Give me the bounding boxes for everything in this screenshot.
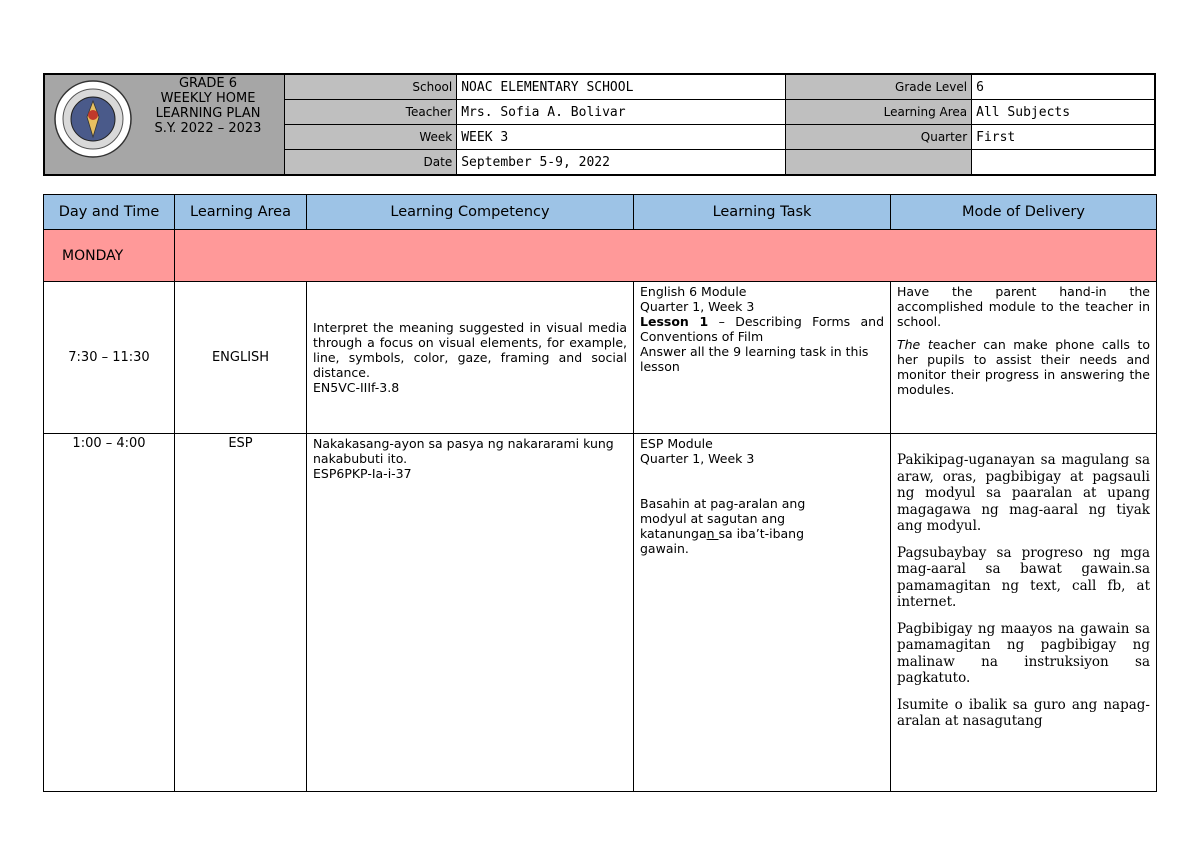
plan-title: GRADE 6 WEEKLY HOME LEARNING PLAN S.Y. 2022 – 2023 xyxy=(154,76,262,136)
day-row-fill xyxy=(175,230,1157,282)
col-header-learning-task: Learning Task xyxy=(634,195,891,230)
day-row xyxy=(44,230,1157,282)
task-instruction-b: sa iba’t-ibang gawain. xyxy=(640,526,805,556)
header-logo-cell xyxy=(44,74,284,175)
table-row xyxy=(44,434,1157,792)
task-lesson-title: Lesson 1 xyxy=(640,314,709,329)
task-instruction xyxy=(640,496,884,556)
col-header-mode-of-delivery: Mode of Delivery xyxy=(891,195,1157,230)
task-instruction-a: Basahin at pag-aralan ang modyul at sagutan ang katanunga xyxy=(640,496,806,541)
table-row xyxy=(44,282,1157,434)
table-header-row xyxy=(44,195,1157,230)
delivery-para-2: Pagsubaybay sa progreso ng mga mag-aaral sa bawat gawain.sa pamamagitan ng text, call fb, at internet. xyxy=(897,544,1150,610)
col-header-learning-competency: Learning Competency xyxy=(307,195,634,230)
row-competency-code: EN5VC-IIIf-3.8 xyxy=(313,380,400,395)
row-competency: Interpret the meaning suggested in visual media through a focus on visual elements, for example, line, symbols, color, gaze, framing and social distance. xyxy=(313,320,627,380)
grade-level-value: 6 xyxy=(972,74,1155,100)
delivery-para-2-rest: eacher can make phone calls to her pupils to assist their needs and monitor their progress in answering the modules. xyxy=(897,337,1151,397)
row-task-cell xyxy=(634,282,891,434)
col-header-day-time: Day and Time xyxy=(44,195,175,230)
row-competency-cell xyxy=(307,282,634,434)
teacher-label: Teacher xyxy=(284,100,456,125)
empty-label-cell xyxy=(785,150,971,176)
deped-seal-icon xyxy=(53,79,133,159)
row-competency-cell xyxy=(307,434,634,792)
delivery-para-3: Pagbibigay ng maayos na gawain sa pamamagitan ng pagbibigay ng malinaw na instruksiyon sa pagkatuto. xyxy=(897,620,1150,686)
quarter-label: Quarter xyxy=(785,125,971,150)
learning-area-value: All Subjects xyxy=(972,100,1155,125)
quarter-value: First xyxy=(972,125,1155,150)
row-task-cell xyxy=(634,434,891,792)
task-module: English 6 Module xyxy=(640,284,747,299)
row-delivery-cell xyxy=(891,434,1157,792)
row-delivery-cell xyxy=(891,282,1157,434)
delivery-para-4: Isumite o ibalik sa guro ang napag-aralan at nasagutang xyxy=(897,696,1150,729)
col-header-learning-area: Learning Area xyxy=(175,195,307,230)
grade-level-label: Grade Level xyxy=(785,74,971,100)
teacher-value: Mrs. Sofia A. Bolivar xyxy=(457,100,786,125)
task-instruction: Answer all the 9 learning task in this lesson xyxy=(640,344,869,374)
delivery-para-1: Pakikipag-uganayan sa magulang sa araw, oras, pagbibigay at pagsauli ng modyul sa paaralan at upang magagawa ng mag-aaral ng tiyak ang modyul. xyxy=(897,452,1150,534)
week-value: WEEK 3 xyxy=(457,125,786,150)
task-lesson-desc: – Describing Forms and Conventions of Film xyxy=(640,314,885,344)
task-quarter: Quarter 1, Week 3 xyxy=(640,299,755,314)
row-competency-code: ESP6PKP-Ia-i-37 xyxy=(313,466,412,481)
delivery-para-1: Have the parent hand-in the accomplished module to the teacher in school. xyxy=(897,284,1150,329)
row-area: ESP xyxy=(175,434,307,792)
plan-header-table xyxy=(43,73,1156,176)
learning-area-label: Learning Area xyxy=(785,100,971,125)
day-label: MONDAY xyxy=(44,230,175,282)
row-competency: Nakakasang-ayon sa pasya ng nakararami kung nakabubuti ito. xyxy=(313,436,614,466)
date-value: September 5-9, 2022 xyxy=(457,150,786,176)
row-area: ENGLISH xyxy=(175,282,307,434)
week-label: Week xyxy=(284,125,456,150)
row-time: 1:00 – 4:00 xyxy=(44,434,175,792)
learning-plan-table xyxy=(43,194,1157,792)
empty-value-cell xyxy=(972,150,1155,176)
delivery-para-2 xyxy=(897,337,1150,397)
task-module: ESP Module xyxy=(640,436,713,451)
row-time: 7:30 – 11:30 xyxy=(44,282,175,434)
task-instruction-underlined: n xyxy=(706,526,719,541)
task-lesson xyxy=(640,314,884,344)
school-value: NOAC ELEMENTARY SCHOOL xyxy=(457,74,786,100)
task-quarter: Quarter 1, Week 3 xyxy=(640,451,755,466)
date-label: Date xyxy=(284,150,456,176)
school-label: School xyxy=(284,74,456,100)
delivery-para-2-italic: The t xyxy=(897,337,933,352)
